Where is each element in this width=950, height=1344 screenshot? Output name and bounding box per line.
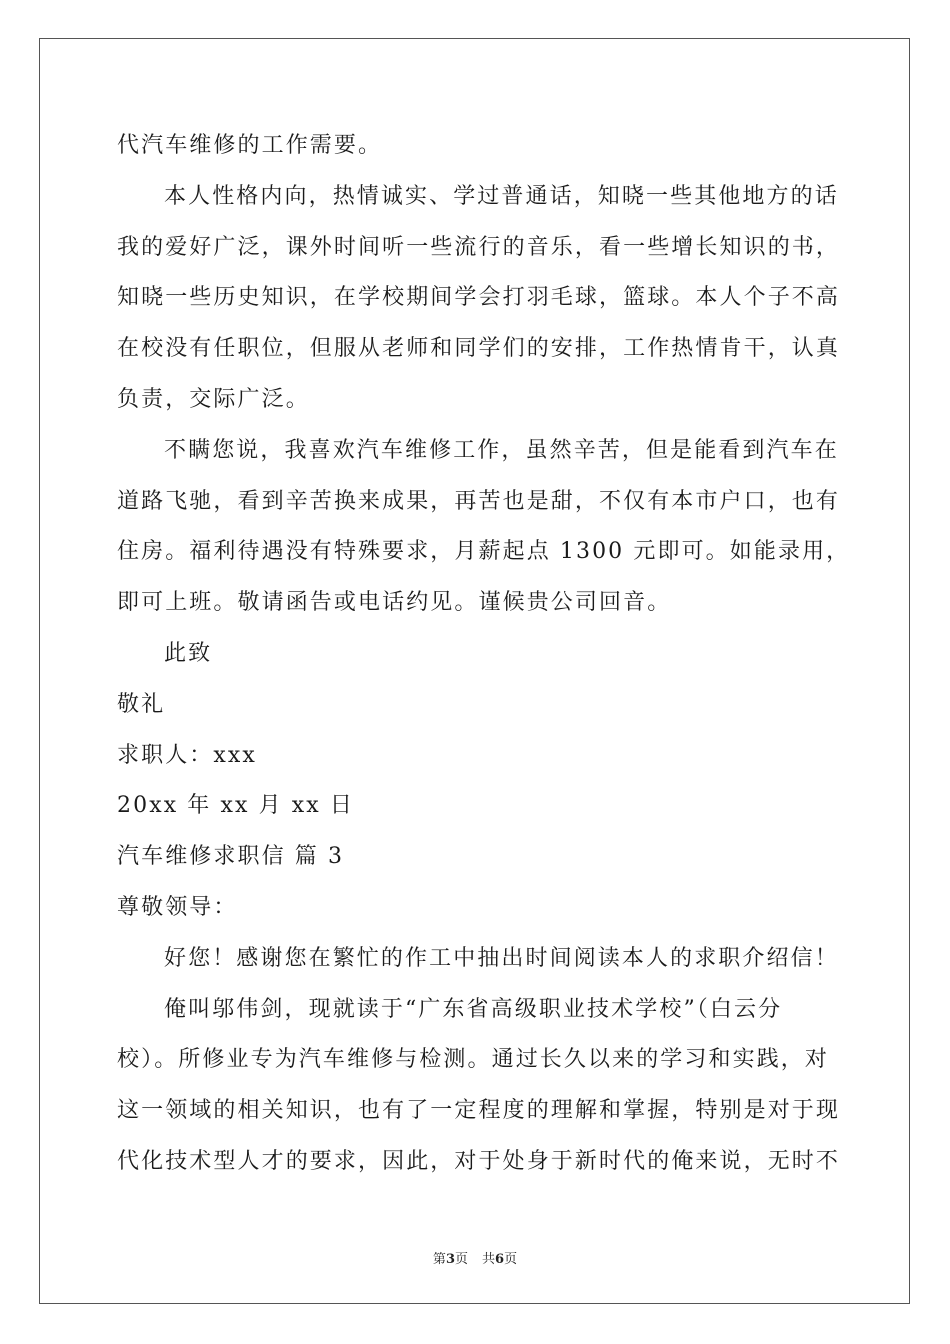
text-line: 不瞒您说，我喜欢汽车维修工作，虽然辛苦，但是能看到汽车在 <box>164 437 839 463</box>
total-suffix: 页 <box>504 1252 518 1267</box>
text-line: 我的爱好广泛，课外时间听一些流行的音乐，看一些增长知识的书， <box>117 234 841 260</box>
closing-salutation: 此致 <box>164 640 213 666</box>
text-line: 在校没有任职位，但服从老师和同学们的安排，工作热情肯干，认真 <box>117 336 841 362</box>
applicant-signature: 求职人：xxx <box>117 742 257 768</box>
text-line: 俺叫邬伟剑，现就读于“广东省高级职业技术学校”（白云分 <box>164 996 783 1022</box>
text-line: 本人性格内向，热情诚实、学过普通话，知晓一些其他地方的话 <box>164 183 839 209</box>
text-line: 道路飞驰，看到辛苦换来成果，再苦也是甜，不仅有本市户口，也有 <box>117 488 841 514</box>
page-footer <box>0 1248 950 1267</box>
text-line: 即可上班。敬请函告或电话约见。谨候贵公司回音。 <box>117 590 672 616</box>
greeting: 尊敬领导： <box>117 894 238 920</box>
text-line: 好您！感谢您在繁忙的作工中抽出时间阅读本人的求职介绍信！ <box>164 945 839 971</box>
page-total: 6 <box>495 1252 505 1267</box>
letter-date: 20xx 年 xx 月 xx 日 <box>117 793 355 819</box>
text-line: 住房。福利待遇没有特殊要求，月薪起点 1300 元即可。如能录用， <box>117 539 851 565</box>
section-heading: 汽车维修求职信 篇 3 <box>117 844 345 870</box>
text-line: 代汽车维修的工作需要。 <box>117 133 383 158</box>
text-line: 负责，交际广泛。 <box>117 386 310 412</box>
text-line: 这一领域的相关知识，也有了一定程度的理解和掌握，特别是对于现 <box>117 1098 841 1124</box>
closing-regards: 敬礼 <box>117 691 166 717</box>
document-body <box>117 121 851 1188</box>
page-suffix: 页 <box>454 1252 468 1267</box>
page-current: 3 <box>445 1252 455 1267</box>
text-line: 代化技术型人才的要求，因此，对于处身于新时代的俺来说，无时不 <box>117 1148 841 1174</box>
total-prefix: 共 <box>482 1252 496 1267</box>
text-line: 校）。所修业专为汽车维修与检测。通过长久以来的学习和实践，对 <box>117 1047 830 1073</box>
page-prefix: 第 <box>432 1252 446 1267</box>
text-line: 知晓一些历史知识，在学校期间学会打羽毛球，篮球。本人个子不高 <box>117 285 841 311</box>
